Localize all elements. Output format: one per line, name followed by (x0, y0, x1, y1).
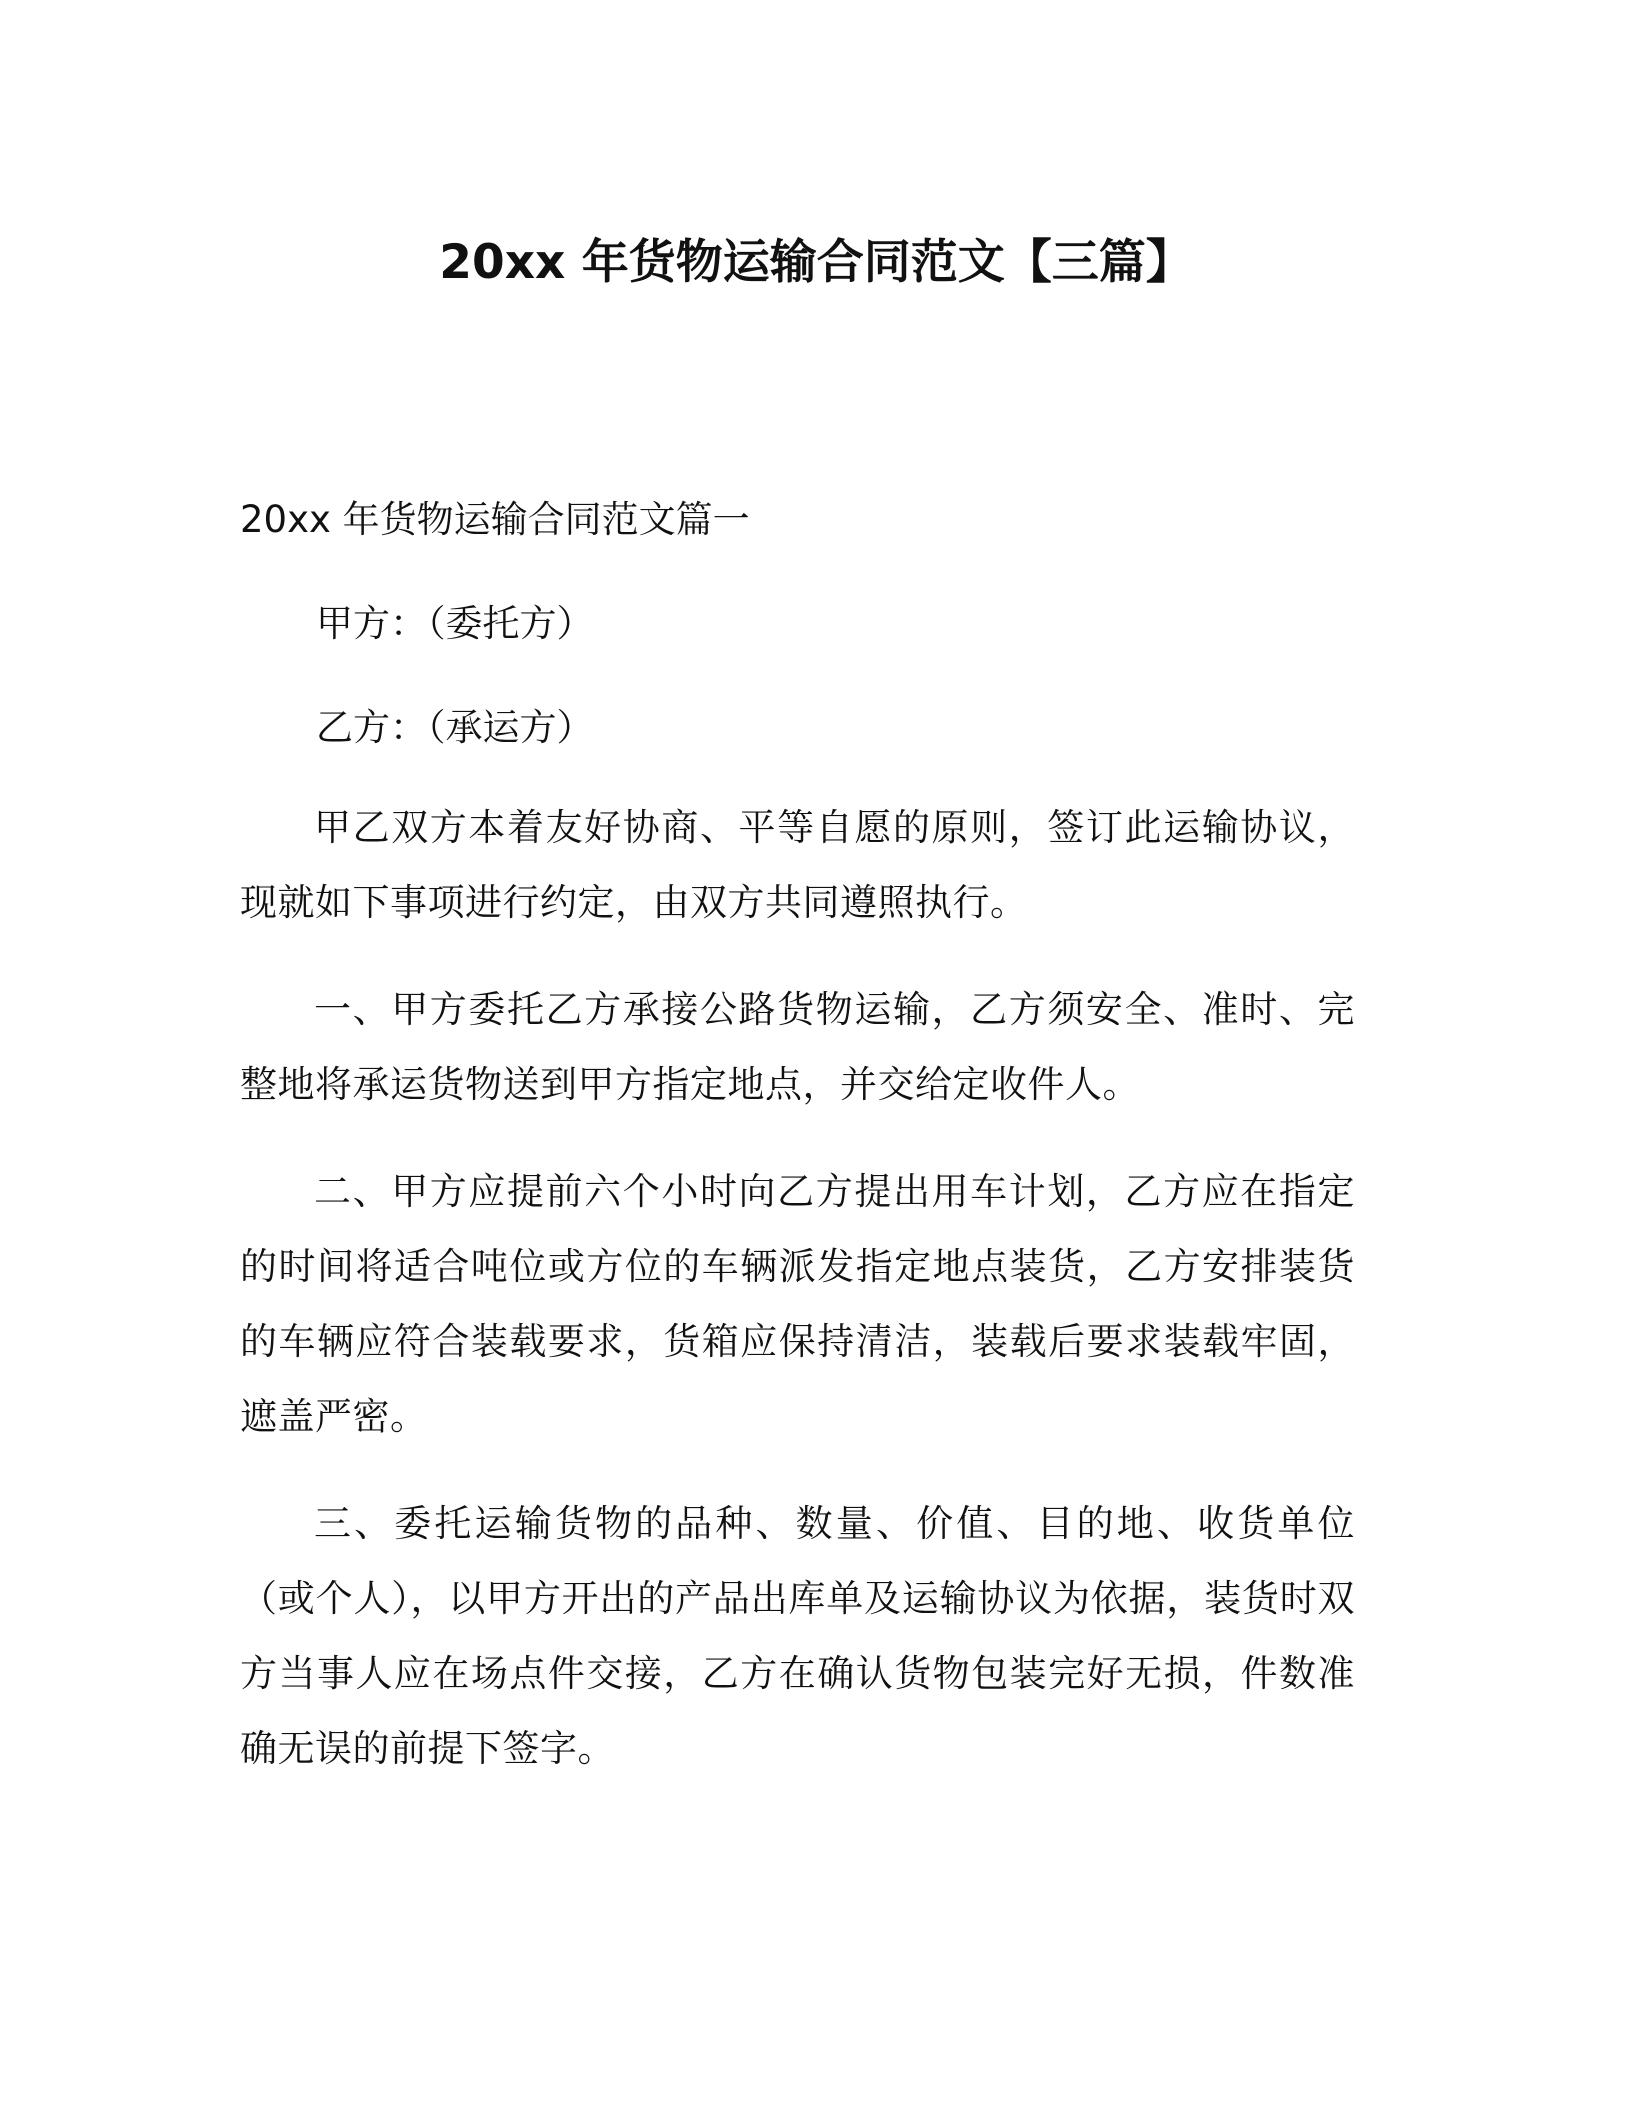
document-title: 20xx 年货物运输合同范文【三篇】 (439, 235, 1193, 290)
party-a-line: 甲方：（委托方） (316, 602, 594, 645)
paragraph-intro: 甲乙双方本着友好协商、平等自愿的原则，签订此运输协议，现就如下事项进行约定，由双方共同遵照执行。 (240, 806, 1355, 924)
paragraph-clause-3: 三、委托运输货物的品种、数量、价值、目的地、收货单位（或个人），以甲方开出的产品出库单及运输协议为依据，装货时双方当事人应在场点件交接，乙方在确认货物包装完好无损，件数准确无误的前提下签字。 (240, 1502, 1355, 1770)
paragraph-clause-1: 一、甲方委托乙方承接公路货物运输，乙方须安全、准时、完整地将承运货物送到甲方指定地点，并交给定收件人。 (240, 988, 1355, 1106)
section-heading: 20xx 年货物运输合同范文篇一 (240, 498, 750, 541)
paragraph-clause-2: 二、甲方应提前六个小时向乙方提出用车计划，乙方应在指定的时间将适合吨位或方位的车辆派发指定地点装货，乙方安排装货的车辆应符合装载要求，货箱应保持清洁，装载后要求装载牢固，遮盖严密。 (240, 1170, 1355, 1438)
party-b-line: 乙方：（承运方） (316, 706, 594, 749)
